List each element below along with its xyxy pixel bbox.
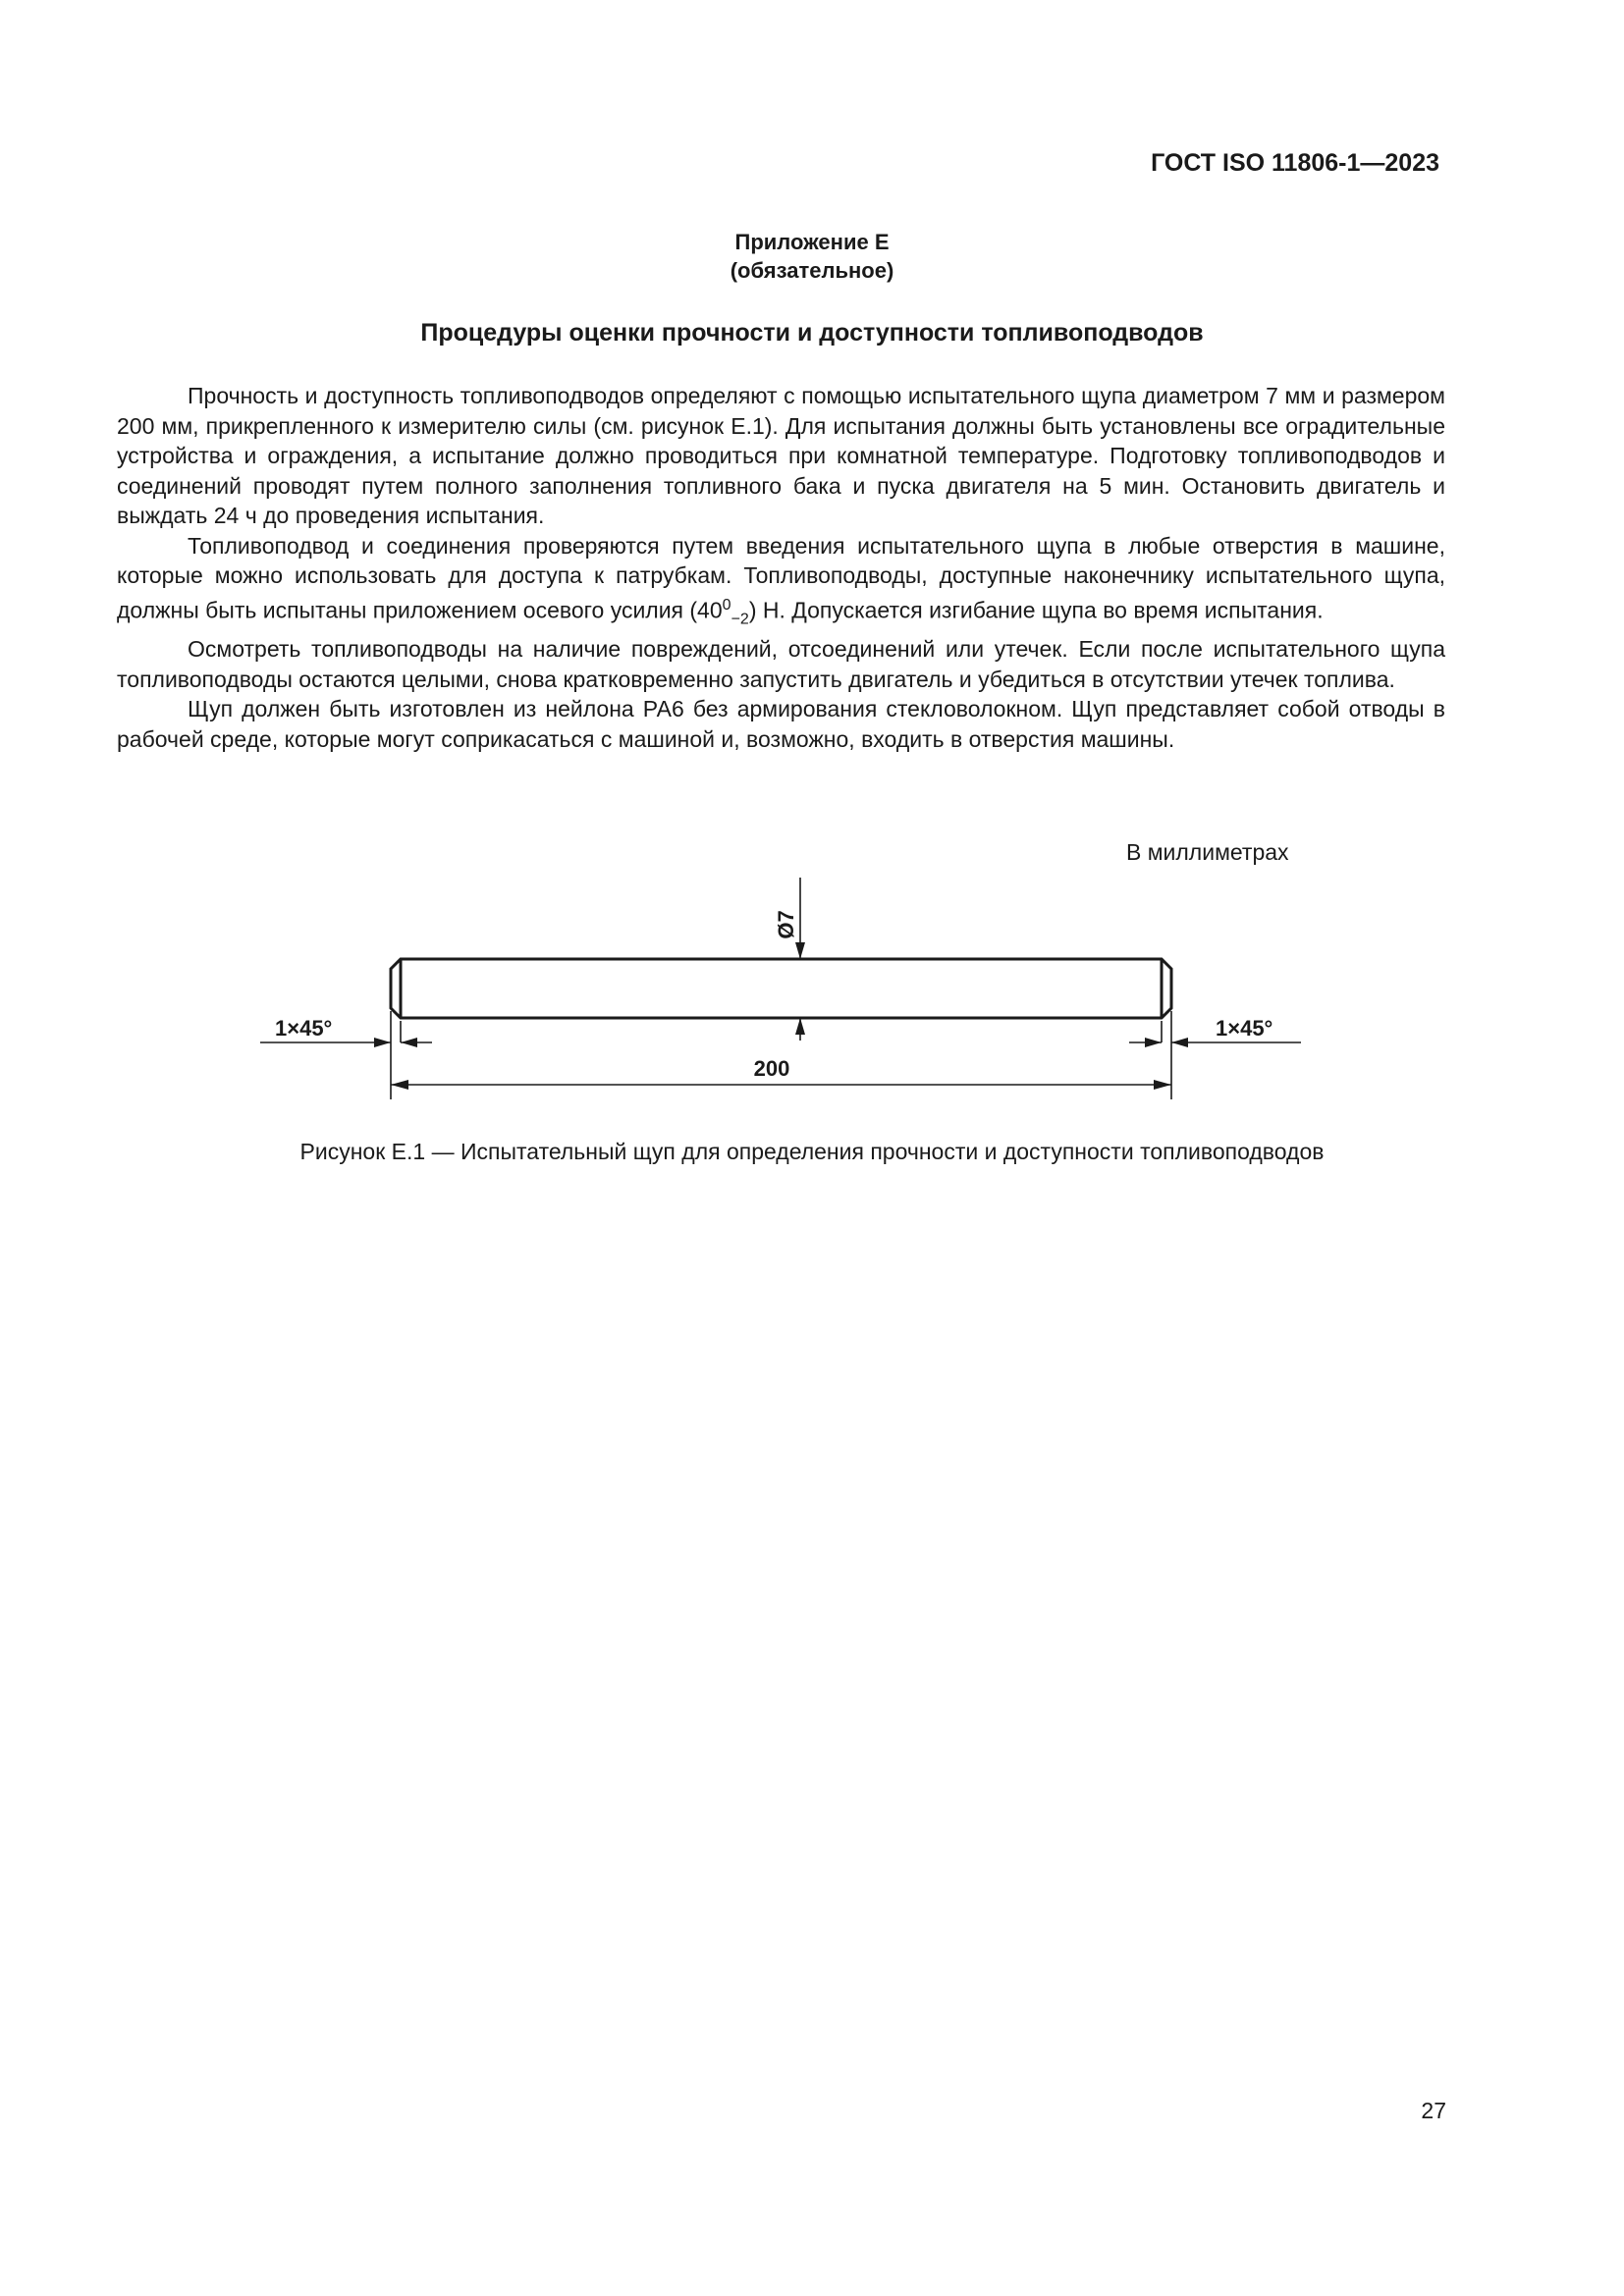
probe-outline — [391, 959, 1171, 1018]
document-code: ГОСТ ISO 11806-1—2023 — [1151, 149, 1439, 177]
paragraph-2 — [117, 531, 1445, 635]
length-label: 200 — [753, 1056, 790, 1081]
annex-title: Приложение Е — [734, 230, 890, 254]
body-text — [117, 381, 1445, 754]
paragraph-2-end: ) Н. Допускается изгибание щупа во время испытания. — [748, 597, 1324, 623]
chamfer-arrow-right-inner — [1145, 1038, 1162, 1047]
diameter-arrow-bottom — [795, 1018, 805, 1035]
paragraph-4: Щуп должен быть изготовлен из нейлона РА6 без армирования стекловолокном. Щуп представляет собой отводы в рабочей среде, которые могут соприкасаться с машиной и, возможно, входить в отверстия машины. — [117, 696, 1445, 752]
section-title: Процедуры оценки прочности и доступности топливоподводов — [420, 319, 1204, 347]
paragraph-1: Прочность и доступность топливоподводов определяют с помощью испытательного щупа диаметром 7 мм и размером 200 мм, прикрепленного к измерителю силы (см. рисунок Е.1). Для испытания должны быть установлены все оградительные устройства и ограждения, а испытание должно проводиться при комнатной температуре. Подготовку топливоподводов и соединений проводят путем полного заполнения топливного бака и пуска двигателя на 5 мин. Остановить двигатель и выждать 24 ч до проведения испытания. — [117, 383, 1445, 528]
paragraph-3: Осмотреть топливоподводы на наличие повреждений, отсоединений или утечек. Если после испытательного щупа топливоподводы остаются целыми, снова кратковременно запустить двигатель и убедиться в отсутствии утечек топлива. — [117, 636, 1445, 692]
annex-status: (обязательное) — [730, 258, 894, 283]
chamfer-arrow-right-outer — [1171, 1038, 1188, 1047]
diameter-label: Ø7 — [774, 910, 798, 939]
page-number: 27 — [1421, 2098, 1446, 2123]
paragraph-2-start: Топливоподвод и соединения проверяются путем введения испытательного щупа в любые отверстия в машине, которые можно использовать для доступа к патрубкам. Топливоподводы, доступные наконечнику испытательного щупа, должны быть испытаны приложением осевого усилия (40 — [117, 532, 1445, 623]
length-arrow-left — [391, 1080, 408, 1090]
diameter-arrow-top — [795, 942, 805, 959]
length-arrow-right — [1154, 1080, 1171, 1090]
chamfer-arrow-left-outer — [374, 1038, 391, 1047]
chamfer-label-left: 1×45° — [275, 1016, 333, 1041]
probe-drawing — [0, 864, 1624, 1119]
units-note: В миллиметрах — [1126, 839, 1289, 865]
annex-heading — [0, 228, 1624, 285]
chamfer-label-right: 1×45° — [1216, 1016, 1273, 1041]
tolerance-upper: 0 — [722, 596, 731, 614]
chamfer-arrow-left-inner — [401, 1038, 417, 1047]
tolerance-lower: −2 — [731, 610, 749, 627]
figure-caption: Рисунок Е.1 — Испытательный щуп для определения прочности и доступности топливоподводов — [299, 1139, 1325, 1164]
